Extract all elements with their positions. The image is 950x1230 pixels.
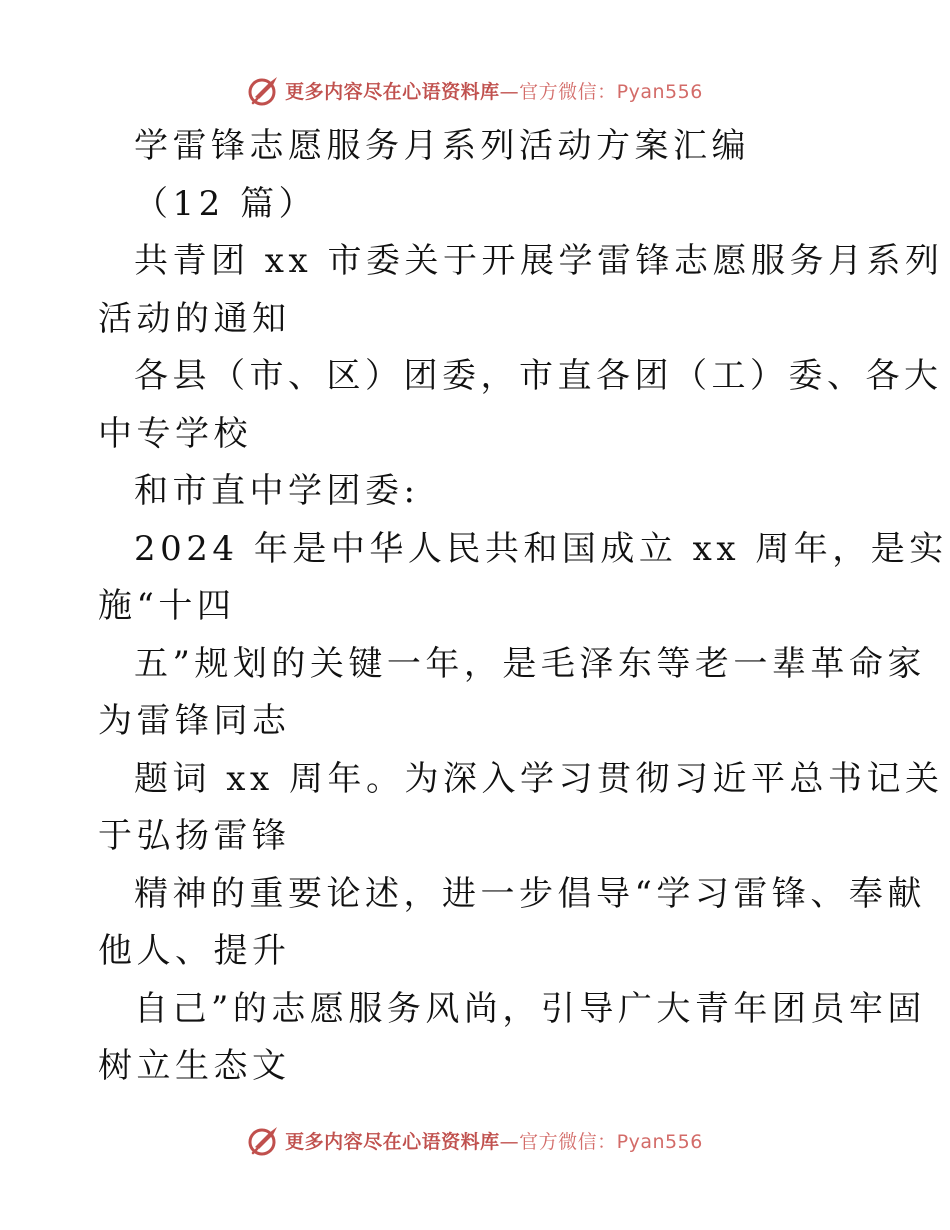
banner-wechat-text: 官方微信：Pyan556 [519, 1130, 703, 1153]
paragraph-line: 他人、提升 [98, 931, 291, 971]
banner-main-text: 更多内容尽在心语资料库 [285, 1130, 500, 1153]
recipients-line: 中专学校 [98, 413, 252, 454]
paragraph-line: 为雷锋同志 [98, 701, 291, 741]
footer-banner [0, 1120, 950, 1160]
paragraph-line: 精神的重要论述，进一步倡导“学习雷锋、奉献 [134, 873, 926, 914]
banner-text [285, 77, 703, 104]
banner-main-text: 更多内容尽在心语资料库 [285, 80, 500, 103]
banner-separator: — [499, 80, 520, 103]
paragraph-line: 于弘扬雷锋 [98, 816, 291, 856]
paragraph-line: 施“十四 [98, 586, 236, 626]
header-banner [0, 70, 950, 110]
paragraph-line: 题词 xx 周年。为深入学习贯彻习近平总书记关 [134, 758, 944, 799]
notice-title-line: 活动的通知 [98, 298, 291, 339]
paragraph-line: 自己”的志愿服务风尚，引导广大青年团员牢固 [134, 988, 926, 1029]
recipients-line: 和市直中学团委: [134, 471, 420, 511]
quill-pen-logo-icon [247, 73, 281, 107]
document-subtitle: （12 篇） [134, 183, 318, 224]
recipients-line: 各县（市、区）团委，市直各团（工）委、各大 [134, 356, 943, 396]
document-body [98, 118, 948, 1096]
quill-pen-logo-icon [247, 1123, 281, 1157]
paragraph-line: 树立生态文 [98, 1046, 291, 1086]
paragraph-line: 五”规划的关键一年，是毛泽东等老一辈革命家 [134, 643, 926, 684]
banner-text [285, 1127, 703, 1154]
banner-wechat-text: 官方微信：Pyan556 [519, 80, 703, 103]
document-title: 学雷锋志愿服务月系列活动方案汇编 [134, 126, 750, 166]
banner-separator: — [499, 1130, 520, 1153]
paragraph-line: 2024 年是中华人民共和国成立 xx 周年，是实 [134, 528, 948, 569]
notice-title-line: 共青团 xx 市委关于开展学雷锋志愿服务月系列 [134, 241, 944, 281]
